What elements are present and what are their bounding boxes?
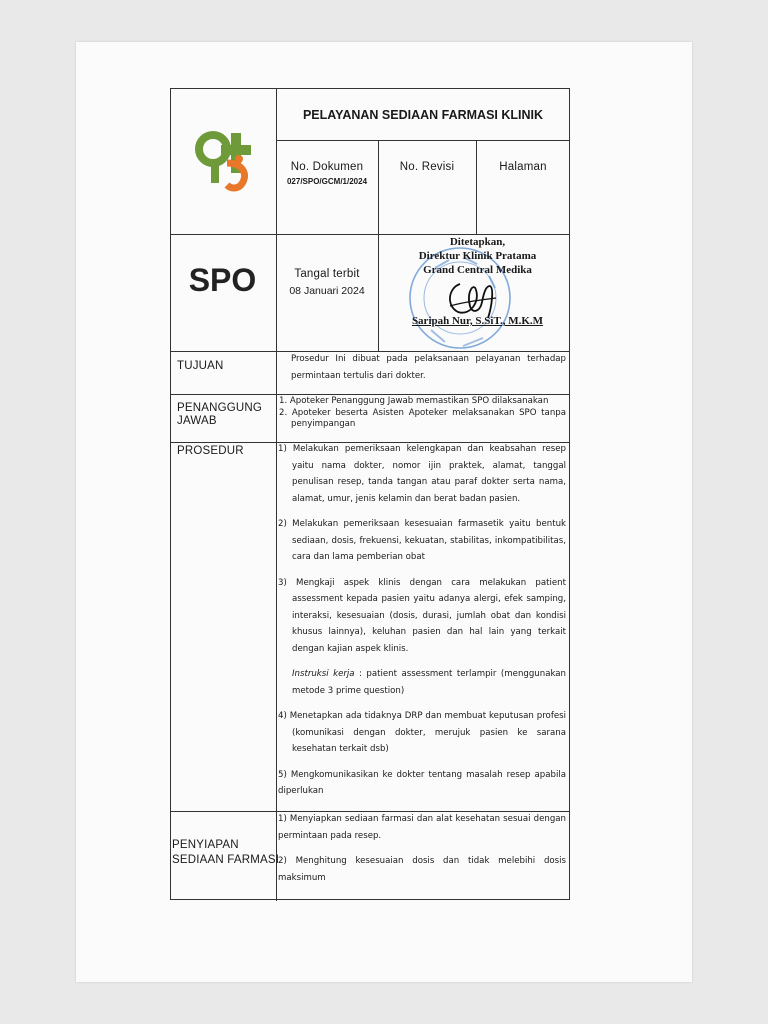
penanggung-label-line-1: PENANGGUNG (177, 402, 263, 414)
row-divider (171, 394, 570, 395)
penanggung-list (279, 396, 566, 431)
instruksi-kerja (278, 666, 566, 699)
instruksi-label: Instruksi kerja (292, 669, 355, 679)
signer-name: Saripah Nur, S.SiT., M.K.M (411, 315, 544, 327)
list-item: 4) Menetapkan ada tidaknya DRP dan membuat keputusan profesi (komunikasi dengan dokter, merujuk pasien ke sarana kesehatan terkait dsb) (278, 711, 566, 754)
instruksi-text: : patient assessment terlampir (menggunakan metode 3 prime question) (292, 669, 566, 696)
penyiapan-list (278, 811, 566, 886)
list-item: 1. Apoteker Penanggung Jawab memastikan SPO dilaksanakan (279, 396, 549, 406)
list-item: 3) Mengkaji aspek klinis dengan cara melakukan patient assessment kepada pasien yaitu adanya alergi, efek samping, interaksi, kesesuaian (dosis, durasi, jumlah obat dan kondisi khusus lainnya), keluhan pasien dan hal lain yang terkait dengan kajian aspek klinis. (278, 577, 566, 654)
penyiapan-label-line-2: SEDIAAN FARMASI (172, 854, 280, 866)
tujuan-text: Prosedur Ini dibuat pada pelaksanaan pelayanan terhadap permintaan tertulis dari dokter. (291, 354, 566, 381)
list-item: 5) Mengkomunikasikan ke dokter tentang masalah resep apabila diperlukan (278, 769, 566, 796)
clinic-logo (191, 123, 255, 199)
penanggung-label-line-2: JAWAB (177, 415, 217, 427)
no-dokumen-value: 027/SPO/GCM/1/2024 (286, 177, 368, 186)
halaman-label: Halaman (499, 161, 547, 173)
prosedur-label: PROSEDUR (177, 445, 244, 457)
approval-line-2: Direktur Klinik Pratama (418, 250, 537, 262)
column-divider (378, 234, 379, 351)
no-revisi-label: No. Revisi (399, 161, 455, 173)
approval-line-1: Ditetapkan, (449, 236, 506, 248)
list-item: 1) Melakukan pemeriksaan kelengkapan dan keabsahan resep yaitu nama dokter, nomor ijin praktek, alamat, tanggal penulisan resep, tanda tangan atau paraf dokter serta nama, alamat, umur, jenis kelamin dan berat badan pasien. (278, 444, 566, 504)
approval-block (385, 235, 570, 277)
spo-heading: SPO (188, 262, 257, 298)
list-item: 2. Apoteker beserta Asisten Apoteker melaksanakan SPO tanpa penyimpangan (279, 407, 566, 429)
list-item: 1) Menyiapkan sediaan farmasi dan alat kesehatan sesuai dengan permintaan pada resep. (278, 814, 566, 841)
row-divider (276, 140, 570, 141)
approval-line-3: Grand Central Medika (423, 264, 532, 276)
list-item: 2) Melakukan pemeriksaan kesesuaian farmasetik yaitu bentuk sediaan, dosis, frekuensi, kekuatan, stabilitas, inkompatibilitas, cara dan lama pemberian obat (278, 519, 566, 562)
document-title: PELAYANAN SEDIAAN FARMASI KLINIK (302, 108, 544, 122)
prosedur-list (278, 441, 566, 800)
tujuan-label: TUJUAN (177, 360, 224, 372)
tangal-terbit-value: 08 Januari 2024 (289, 285, 365, 297)
penanggung-jawab-label (177, 402, 262, 428)
no-dokumen-label: No. Dokumen (290, 161, 364, 173)
column-divider (276, 89, 277, 901)
penyiapan-label-line-1: PENYIAPAN (172, 839, 239, 851)
penyiapan-label (172, 838, 279, 868)
column-divider (378, 140, 379, 234)
column-divider (476, 140, 477, 234)
tangal-terbit-label: Tangal terbit (294, 268, 360, 280)
list-item: 2) Menghitung kesesuaian dosis dan tidak melebihi dosis maksimum (278, 856, 566, 883)
